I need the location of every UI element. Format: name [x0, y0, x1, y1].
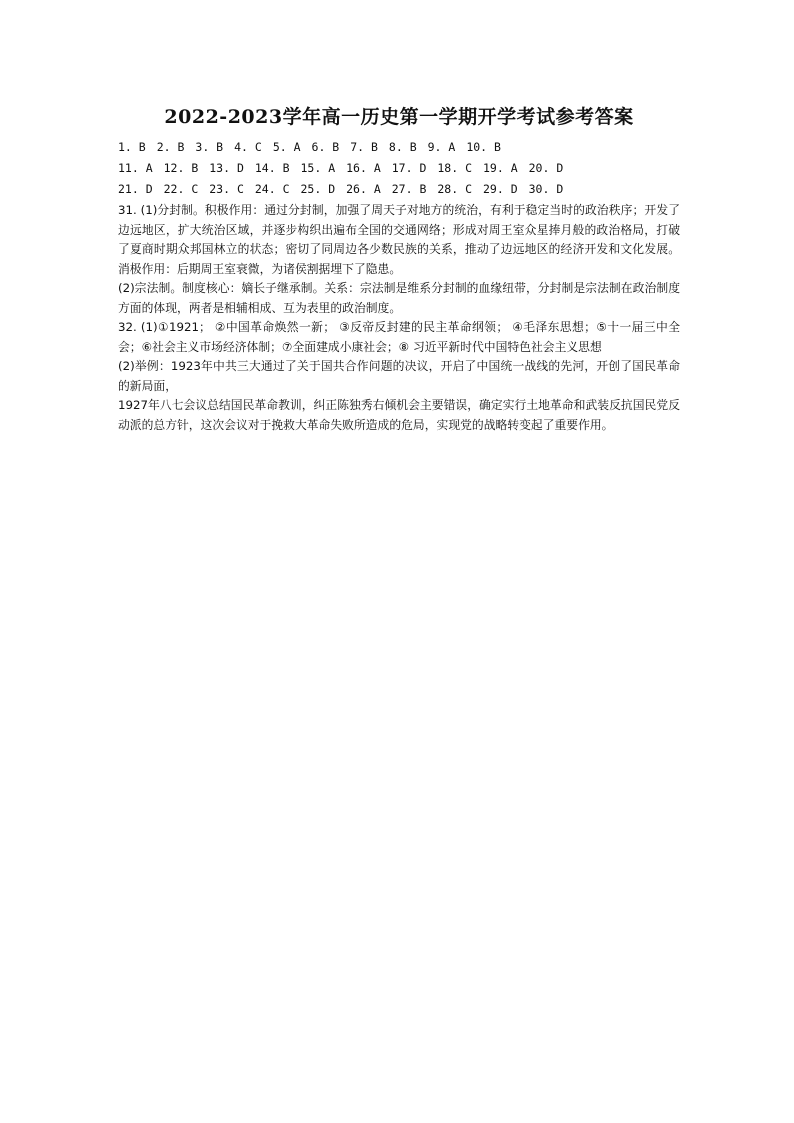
answer-item: 27. B: [391, 182, 427, 196]
answer-item: 7. B: [350, 140, 378, 154]
answer-item: 18. C: [437, 161, 472, 175]
answer-row-1: [118, 137, 680, 158]
answer-item: 1. B: [118, 140, 146, 154]
answer-item: 25. D: [300, 182, 336, 196]
answer-item: 19. A: [483, 161, 518, 175]
answer-item: 13. D: [209, 161, 244, 175]
answer-item: 12. B: [163, 161, 199, 175]
answer-item: 30. D: [528, 182, 564, 196]
answer-item: 22. C: [163, 182, 199, 196]
q32-part3: 1927年八七会议总结国民革命教训，纠正陈独秀右倾机会主要错误，确定实行土地革命和武装反抗国民党反动派的总方针，这次会议对于挽救大革命失败所造成的危局，实现党的战略转变起了重要作用。: [118, 398, 680, 432]
answer-item: 11. A: [118, 161, 153, 175]
answer-item: 2. B: [156, 140, 185, 154]
answer-sheet: [118, 103, 680, 435]
q31-part1: 31. (1)分封制。积极作用：通过分封制，加强了周天子对地方的统治，有利于稳定当时的政治秩序；开发了边远地区，扩大统治区域，并逐步构织出遍布全国的交通网络；形成对周王室众星捧月般的政治格局，打破了夏商时期众邦国林立的状态；密切了同周边各少数民族的关系，推动了边远地区的经济开发和文化发展。消极作用：后期周王室衰微，为诸侯割据埋下了隐患。: [118, 203, 680, 276]
q32-part1: 32. (1)①1921； ②中国革命焕然一新； ③反帝反封建的民主革命纲领； ④毛泽东思想；⑤十一届三中全会；⑥社会主义市场经济体制；⑦全面建成小康社会；⑧ 习近平新时代中国特色社会主义思想: [118, 320, 680, 354]
answer-item: 5. A: [272, 140, 301, 154]
answer-item: 15. A: [300, 161, 336, 175]
answer-item: 23. C: [209, 182, 244, 196]
answer-item: 21. D: [118, 182, 153, 196]
answer-item: 16. A: [346, 161, 381, 175]
answer-item: 6. B: [311, 140, 340, 154]
answer-row-2: [118, 158, 680, 179]
answer-item: 28. C: [437, 182, 472, 196]
answer-item: 14. B: [254, 161, 290, 175]
answer-item: 4. C: [234, 140, 262, 154]
q32-part2: (2)举例：1923年中共三大通过了关于国共合作问题的决议，开启了中国统一战线的先河，开创了国民革命的新局面，: [118, 359, 680, 393]
answer-item: 8. B: [388, 140, 417, 154]
answer-item: 17. D: [391, 161, 427, 175]
answer-item: 3. B: [195, 140, 224, 154]
answer-item: 9. A: [427, 140, 456, 154]
answer-item: 20. D: [528, 161, 564, 175]
answer-item: 26. A: [346, 182, 381, 196]
answer-item: 10. B: [466, 140, 501, 154]
answer-row-3: [118, 179, 680, 200]
page-title: 2022-2023学年高一历史第一学期开学考试参考答案: [164, 106, 634, 128]
answer-item: 24. C: [254, 182, 290, 196]
answer-item: 29. D: [483, 182, 518, 196]
q31-part2: (2)宗法制。制度核心：嫡长子继承制。关系：宗法制是维系分封制的血缘纽带，分封制是宗法制在政治制度方面的体现，两者是相辅相成、互为表里的政治制度。: [118, 281, 680, 315]
